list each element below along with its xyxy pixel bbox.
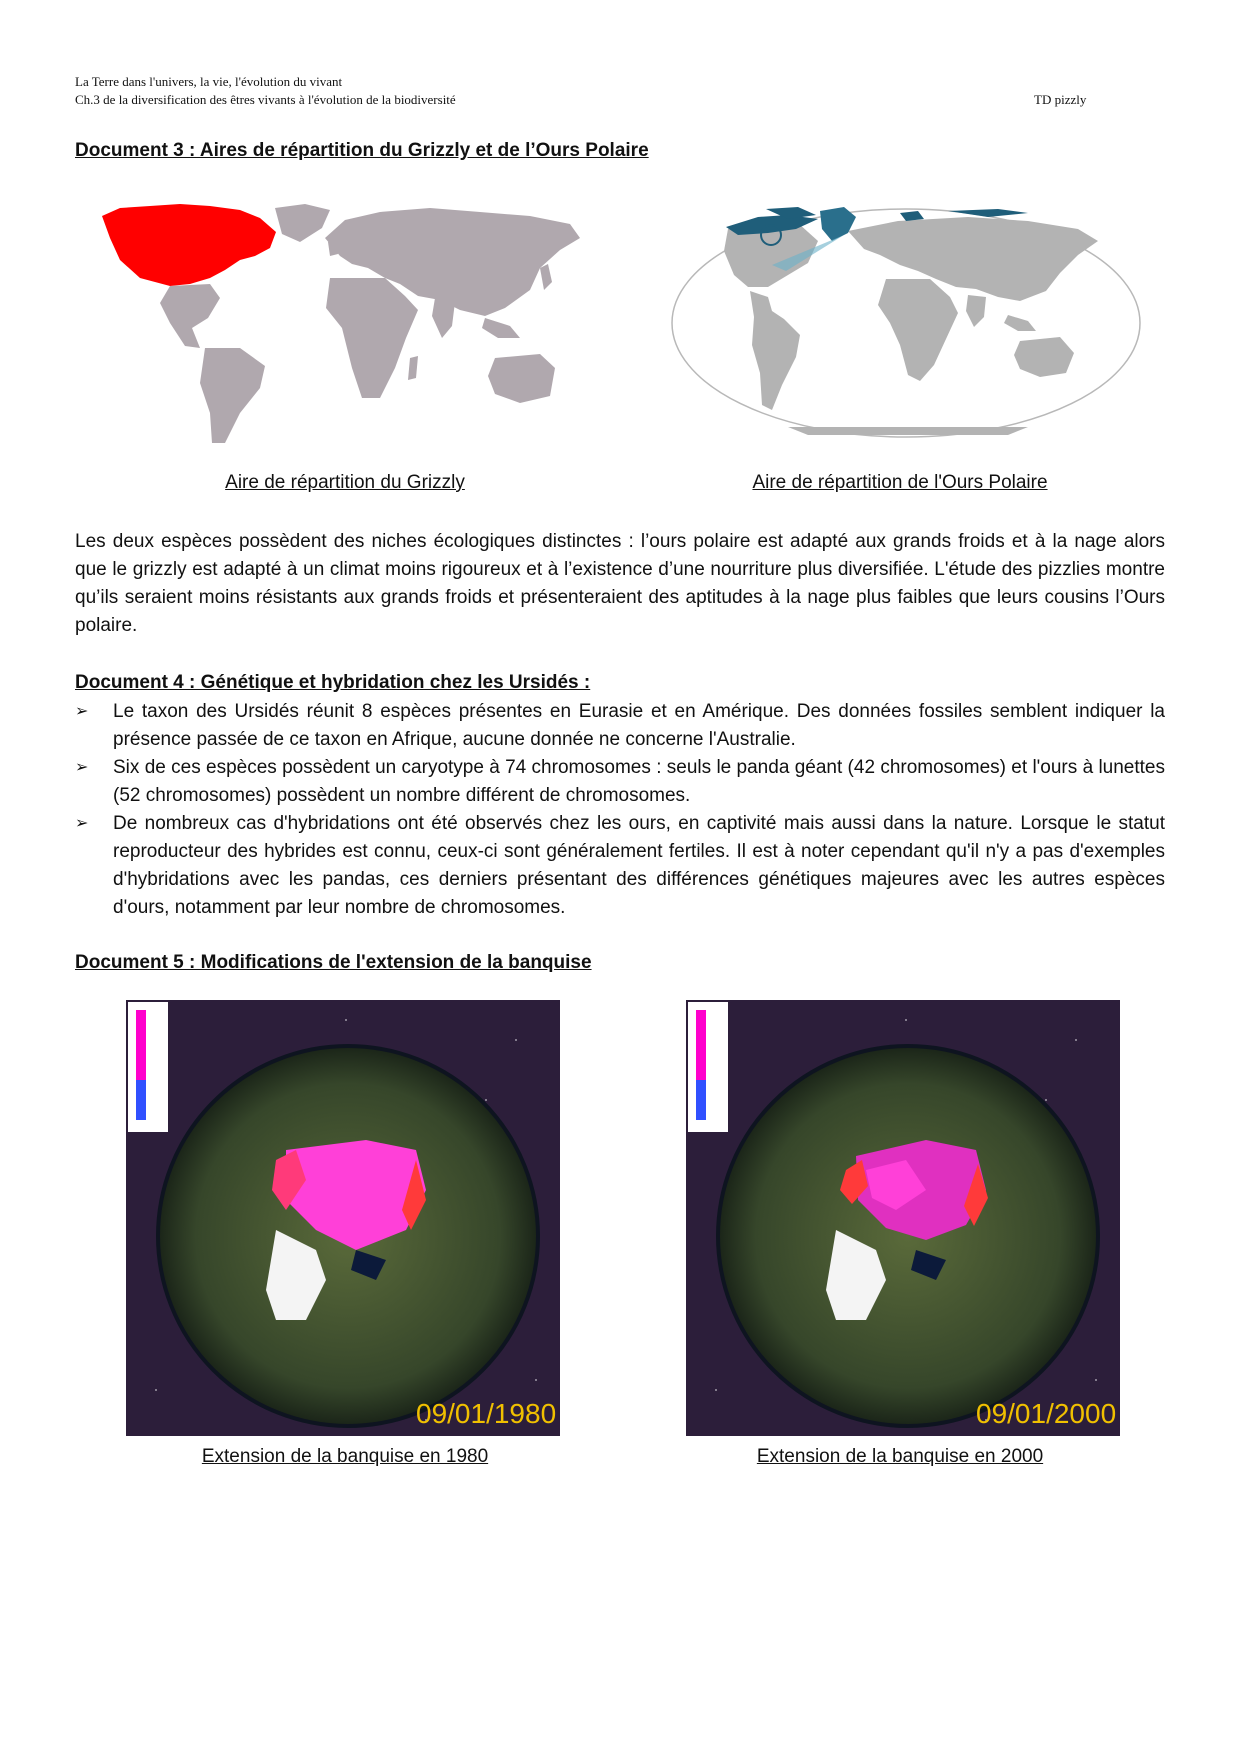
caption-sea-ice-1980: Extension de la banquise en 1980 <box>201 1446 489 1467</box>
doc3-paragraph: Les deux espèces possèdent des niches écologiques distinctes : l’ours polaire est adapté aux grands froids et à la nage alors que le grizzly est adapté à un climat moins rigoureux et à l’existence d’une nourriture plus diversifiée. L'étude des pizzlies montre qu’ils seraient moins résistants aux grands froids et présenteraient des aptitudes à la nage plus faibles que leurs cousins l’Ours polaire. <box>75 531 1165 636</box>
doc5-title: Document 5 : Modifications de l'extension de la banquise <box>75 952 592 973</box>
sea-ice-image-2000 <box>686 1000 1120 1436</box>
doc4-bullet-list <box>75 698 1165 922</box>
arrow-bullet-icon: ➢ <box>75 703 89 720</box>
doc4-title: Document 4 : Génétique et hybridation chez les Ursidés : <box>75 672 591 693</box>
sea-ice-globe-1980 <box>126 1000 560 1436</box>
grizzly-range-map <box>100 198 590 448</box>
arrow-bullet-icon: ➢ <box>75 759 89 776</box>
caption-grizzly-map: Aire de répartition du Grizzly <box>225 472 465 493</box>
header-course-title: La Terre dans l'univers, la vie, l'évolution du vivant <box>75 74 343 89</box>
date-label-1980: 09/01/1980 <box>416 1398 557 1429</box>
caption-sea-ice-2000: Extension de la banquise en 2000 <box>756 1446 1044 1467</box>
doc4-bullet-item: ➢ Le taxon des Ursidés réunit 8 espèces présentes en Eurasie et en Amérique. Des données fossiles semblent indiquer la présence passée de ce taxon en Afrique, aucune donnée ne concerne l'Australie. <box>75 698 1165 754</box>
date-label-2000: 09/01/2000 <box>976 1398 1117 1429</box>
polar-bear-range-map <box>668 205 1144 445</box>
header-td-label: TD pizzly <box>1034 92 1087 107</box>
caption-polar-bear-map: Aire de répartition de l'Ours Polaire <box>752 472 1048 493</box>
doc3-title: Document 3 : Aires de répartition du Grizzly et de l’Ours Polaire <box>75 140 649 161</box>
arrow-bullet-icon: ➢ <box>75 815 89 832</box>
doc4-bullet-item: ➢ Six de ces espèces possèdent un caryotype à 74 chromosomes : seuls le panda géant (42 chromosomes) et l'ours à lunettes (52 chromosomes) possèdent un nombre différent de chromosomes. <box>75 754 1165 810</box>
header-chapter-title: Ch.3 de la diversification des êtres vivants à l'évolution de la biodiversité <box>75 92 456 107</box>
doc4-bullet-item: ➢ De nombreux cas d'hybridations ont été observés chez les ours, en captivité mais aussi dans la nature. Lorsque le statut reproducteur des hybrides est connu, ceux-ci sont généralement fertiles. Il est à noter cependant qu'il n'y a pas d'exemples d'hybridations avec les pandas, ces derniers présentant des différences génétiques majeures avec les autres espèces d'ours, notamment par leur nombre de chromosomes. <box>75 810 1165 922</box>
sea-ice-image-1980 <box>126 1000 560 1436</box>
sea-ice-globe-2000 <box>686 1000 1120 1436</box>
